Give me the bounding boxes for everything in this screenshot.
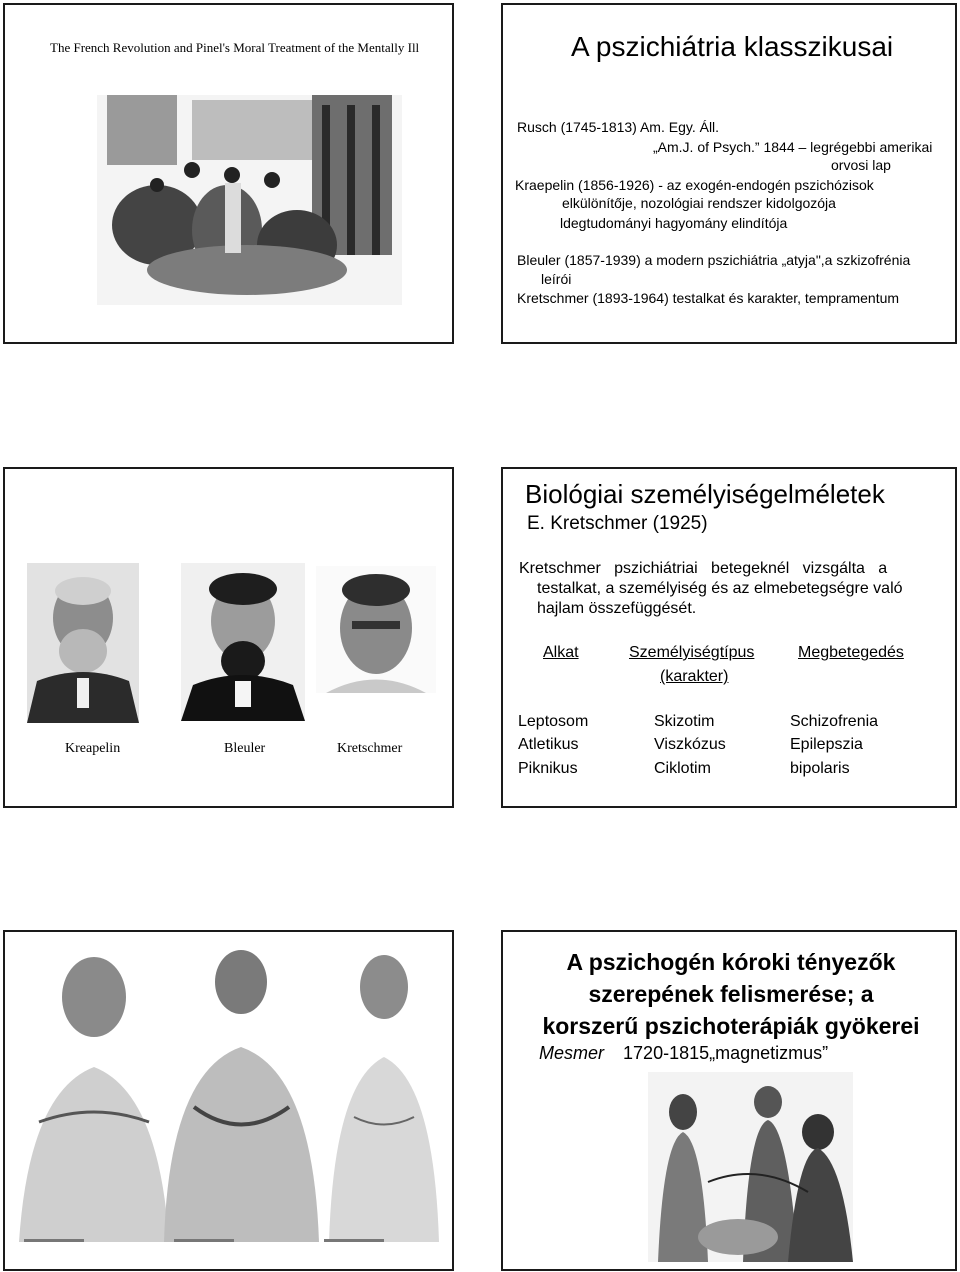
mesmer-years: 1720-1815„magnetizmus”: [623, 1043, 829, 1063]
line-orvosi-lap: orvosi lap: [831, 157, 891, 173]
line-rusch: Rusch (1745-1813) Am. Egy. Áll.: [517, 119, 720, 135]
line-kraepelin-2: elkülönítője, nozológiai rendszer kidolgozója: [562, 195, 836, 211]
slide-2-paragraph: [519, 559, 944, 619]
table-cell: Schizofrenia: [790, 713, 879, 730]
portrait-photo: [316, 566, 436, 693]
paragraph-line: Kretschmer pszichiátriai betegeknél vizsgálta a: [519, 560, 888, 577]
slide-3-right: [501, 930, 957, 1271]
paragraph-line: hajlam összefüggését.: [537, 600, 697, 617]
portrait-label-kretschmer: Kretschmer: [337, 741, 403, 756]
slide-1-title: A pszichiátria klasszikusai: [571, 31, 894, 62]
title-line: A pszichogén kóroki tényezők: [566, 949, 896, 975]
table-cell: Viszkózus: [654, 736, 726, 753]
slide-1-left: [3, 3, 454, 344]
slide-1-caption: The French Revolution and Pinel's Moral Treatment of the Mentally Ill: [50, 40, 420, 55]
mesmer-name: Mesmer: [539, 1043, 605, 1063]
portrait-label-kraepelin: Kreapelin: [65, 741, 121, 756]
engraving-crowd-image: [97, 95, 402, 305]
slide-2-subtitle: E. Kretschmer (1925): [527, 513, 708, 534]
table-cell: Atletikus: [518, 736, 579, 753]
slide-2-title: Biológiai személyiségelméletek: [525, 479, 885, 509]
table-header-karakter: (karakter): [660, 668, 729, 685]
slide-1-right: [501, 3, 957, 344]
engraving-mesmer-image: [648, 1072, 853, 1262]
line-kraepelin: Kraepelin (1856-1926) - az exogén-endogén pszichózisok: [515, 177, 874, 193]
slide-1-text: [503, 5, 957, 344]
slide-3-title: [503, 946, 957, 1042]
slide-2-left: [3, 467, 454, 808]
slide-3-left: [3, 930, 454, 1271]
line-kretschmer: Kretschmer (1893-1964) testalkat és karakter, tempramentum: [517, 290, 900, 306]
line-am-j-psych: „Am.J. of Psych.” 1844 – legrégebbi amerikai: [653, 139, 933, 155]
slide-2-right: [501, 467, 957, 808]
table-cell: Leptosom: [518, 713, 589, 730]
table-header-szemelyisegtipus: Személyiségtípus: [629, 644, 755, 661]
table-cell: bipolaris: [790, 760, 850, 777]
title-line: szerepének felismerése; a: [588, 981, 874, 1007]
line-bleuler-2: leírói: [541, 271, 572, 287]
table-cell: Epilepszia: [790, 736, 863, 753]
portrait-label-bleuler: Bleuler: [224, 741, 266, 756]
title-line: korszerű pszichoterápiák gyökerei: [542, 1013, 920, 1039]
portrait-photo: [181, 563, 305, 721]
table-cell: Skizotim: [654, 713, 715, 730]
line-kraepelin-3: ldegtudományi hagyomány elindítója: [560, 215, 788, 231]
table-cell: Ciklotim: [654, 760, 711, 777]
table-header-alkat: Alkat: [543, 644, 579, 661]
portrait-photo: [27, 563, 139, 723]
body-type-photos: [19, 942, 443, 1252]
paragraph-line: testalkat, a személyiség és az elmebetegségre való: [537, 580, 903, 597]
line-bleuler: Bleuler (1857-1939) a modern pszichiátria „atyja",a szkizofrénia: [517, 252, 911, 268]
table-cell: Piknikus: [518, 760, 578, 777]
table-header-megbetegedes: Megbetegedés: [798, 644, 904, 661]
mesmer-line: [539, 1043, 828, 1064]
